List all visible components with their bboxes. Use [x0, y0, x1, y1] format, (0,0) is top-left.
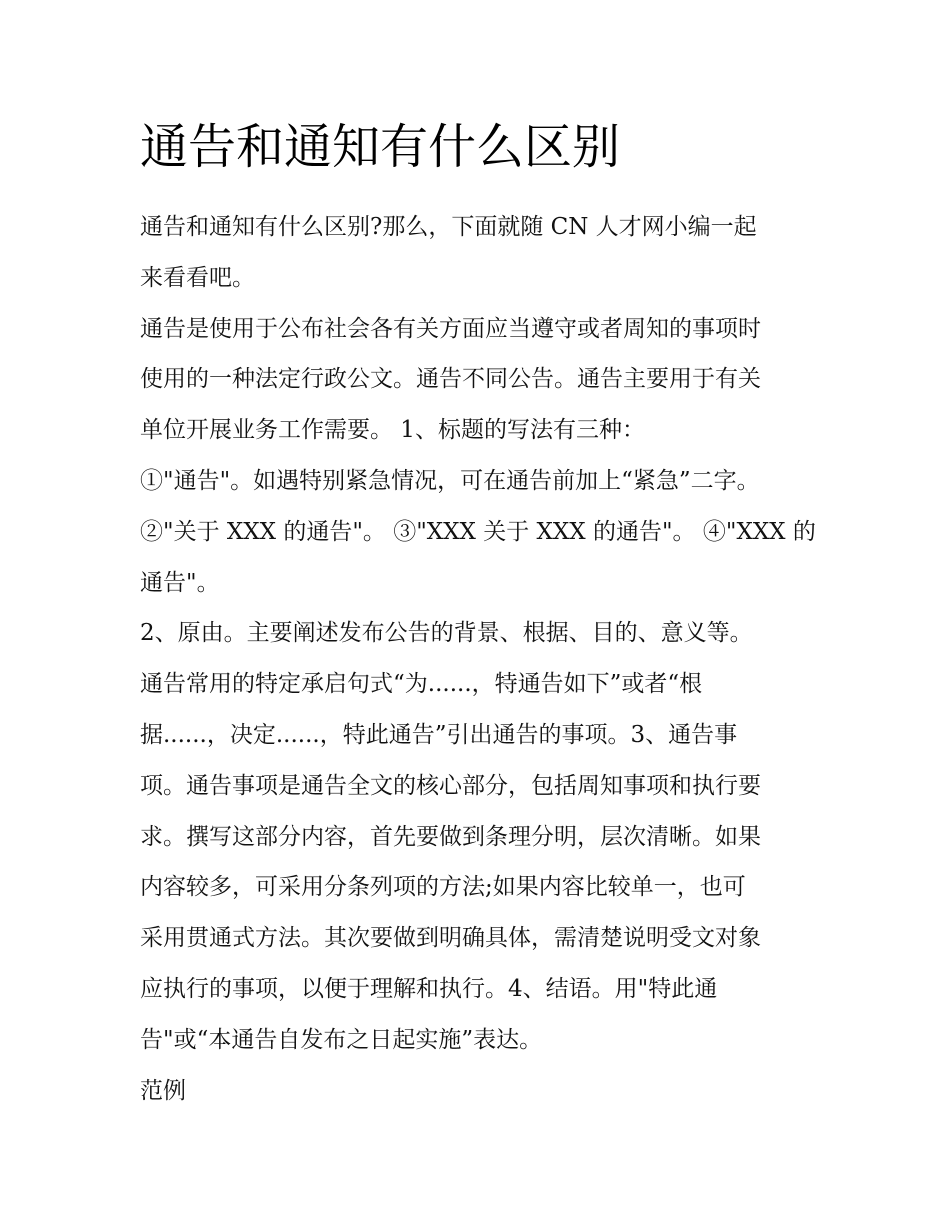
body-line: 据......，决定......，特此通告”引出通告的事项。3、通告事	[140, 721, 738, 748]
body-line: 通告和通知有什么区别?那么，下面就随 CN 人才网小编一起	[140, 214, 757, 240]
body-line: 应执行的事项，以便于理解和执行。4、结语。用"特此通	[140, 975, 718, 1002]
body-line: 通告是使用于公布社会各有关方面应当遵守或者周知的事项时	[140, 315, 761, 342]
body-line: 告"或“本通告自发布之日起实施”表达。	[140, 1026, 543, 1053]
body-line: 内容较多，可采用分条列项的方法;如果内容比较单一，也可	[140, 874, 746, 901]
body-line: ①"通告"。如遇特别紧急情况，可在通告前加上“紧急”二字。	[140, 467, 760, 494]
body-line: 使用的一种法定行政公文。通告不同公告。通告主要用于有关	[140, 366, 761, 393]
section-heading-example: 范例	[140, 1077, 186, 1104]
body-line: 通告常用的特定承启句式“为......，特通告如下”或者“根	[140, 671, 703, 698]
body-line: 单位开展业务工作需要。 1、标题的写法有三种：	[140, 417, 645, 444]
body-line: 项。通告事项是通告全文的核心部分，包括周知事项和执行要	[140, 772, 761, 799]
body-line: 通告"。	[140, 569, 220, 596]
body-line: 来看看吧。	[140, 264, 255, 291]
body-line: ②"关于 XXX 的通告"。 ③"XXX 关于 XXX 的通告"。 ④"XXX 的	[140, 518, 816, 545]
body-line: 求。撰写这部分内容，首先要做到条理分明，层次清晰。如果	[140, 823, 761, 850]
body-line: 采用贯通式方法。其次要做到明确具体，需清楚说明受文对象	[140, 925, 761, 952]
document-body	[140, 202, 840, 1116]
document-title: 通告和通知有什么区别	[140, 119, 621, 175]
body-line: 2、原由。主要阐述发布公告的背景、根据、目的、意义等。	[140, 620, 753, 647]
